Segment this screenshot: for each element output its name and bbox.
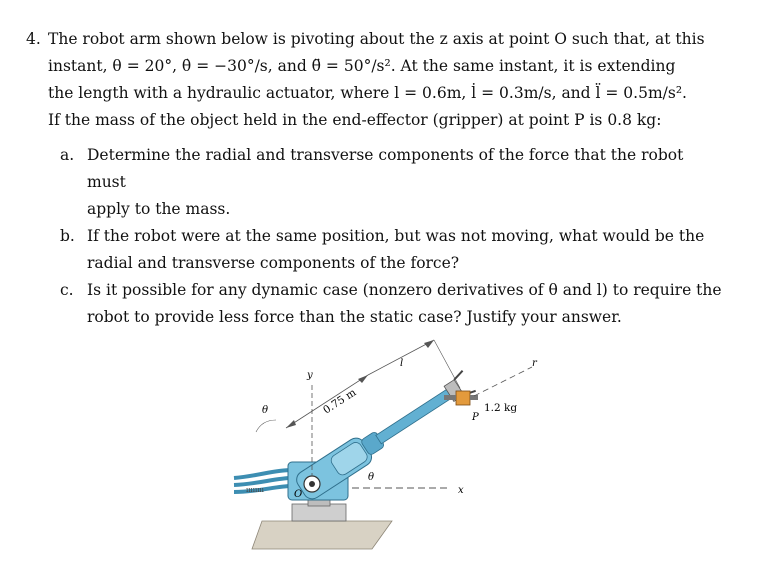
floor-plate xyxy=(252,521,392,549)
actuator-rod xyxy=(376,387,455,443)
stem-line: instant, θ = 20°, θ̇ = −30°/s, and θ̈ = 50°/s². At the same instant, it is extending xyxy=(48,57,676,75)
hose-clamp-marks: ıııııııı xyxy=(246,486,264,494)
part-line: radial and transverse components of the force? xyxy=(87,254,460,272)
mass-label: 1.2 kg xyxy=(484,402,518,414)
part-line: Determine the radial and transverse components of the force that the robot must xyxy=(87,146,684,191)
stem-line: the length with a hydraulic actuator, where l = 0.6m, l̇ = 0.3m/s, and l̈ = 0.5m/s². xyxy=(48,84,687,102)
theta-label-left: θ xyxy=(262,405,269,416)
stem-line: The robot arm shown below is pivoting about the z axis at point O such that, at this xyxy=(48,30,705,48)
problem-number: 4. xyxy=(26,30,41,48)
part-line: If the robot were at the same position, but was not moving, what would be the xyxy=(87,227,705,245)
r-axis-line xyxy=(474,367,532,396)
part-label: b. xyxy=(60,227,75,245)
length-label: 0.75 m xyxy=(321,386,359,417)
point-p-label: P xyxy=(472,412,479,423)
pedestal-base xyxy=(292,504,346,521)
theta-arc-left xyxy=(256,420,276,432)
part-line: Is it possible for any dynamic case (nonzero derivatives of θ and l) to require the xyxy=(87,281,722,299)
part-label: c. xyxy=(60,281,74,299)
robot-arm xyxy=(293,368,477,502)
x-axis-label: x xyxy=(458,485,464,496)
theta-label-angle: θ xyxy=(368,472,375,483)
part-line: apply to the mass. xyxy=(87,200,231,218)
y-axis-label: y xyxy=(307,370,313,381)
r-axis-label: r xyxy=(532,358,537,369)
part-line: robot to provide less force than the static case? Justify your answer. xyxy=(87,308,622,326)
l-label: l xyxy=(400,358,404,369)
point-o-label: O xyxy=(294,489,303,500)
stem-line: If the mass of the object held in the end-effector (gripper) at point P is 0.8 kg: xyxy=(48,111,662,129)
part-label: a. xyxy=(60,146,75,164)
